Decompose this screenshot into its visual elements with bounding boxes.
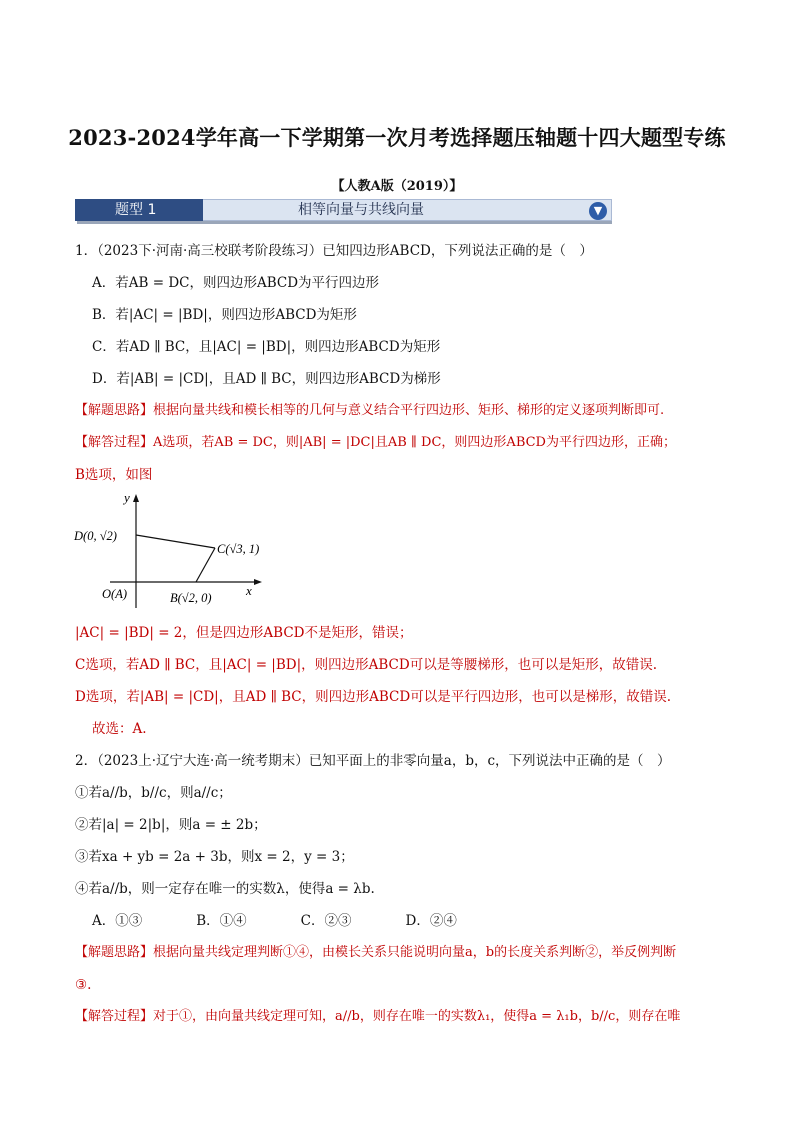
q2-statement-3: ③若xa + yb = 2a + 3b，则x = 2，y = 3； — [75, 849, 354, 865]
q1-solution-c: C选项，若AD ∥ BC，且|AC| = |BD|，则四边形ABCD可以是等腰梯形，也可以是矩形，故错误. — [75, 657, 657, 673]
q2-statement-2: ②若|a| = 2|b|，则a = ± 2b； — [75, 817, 267, 833]
q2-solution-idea-cont: ③. — [75, 977, 92, 993]
section-banner — [75, 199, 612, 225]
question-2-stem: 2．（2023上·辽宁大连·高一统考期末）已知平面上的非零向量a，b，c，下列说法中正确的是（ ） — [75, 753, 671, 769]
q1-stem-text: 1．（2023下·河南·高三校联考阶段练习）已知四边形ABCD，下列说法正确的是（ ） — [75, 243, 593, 259]
banner-topic-text: 相等向量与共线向量 — [298, 202, 424, 218]
quadrilateral-figure — [70, 490, 300, 610]
x-axis-arrow — [254, 579, 262, 585]
x-axis-label: x — [246, 583, 252, 598]
origin-label: O(A) — [102, 587, 127, 601]
page-title: 2023-2024学年高一下学期第一次月考选择题压轴题十四大题型专练 — [68, 125, 726, 150]
question-1-stem — [75, 242, 593, 260]
y-axis-arrow — [133, 494, 139, 502]
segment-cb — [196, 548, 215, 582]
q1-option-a: A．若AB = DC，则四边形ABCD为平行四边形 — [92, 275, 380, 291]
point-c-label: C(√3, 1) — [217, 542, 260, 556]
q1-solution-idea: 【解题思路】根据向量共线和模长相等的几何与意义结合平行四边形、矩形、梯形的定义逐项判断即可. — [75, 403, 665, 418]
banner-shadow — [77, 221, 612, 224]
q1-solution-b-intro: B选项，如图 — [75, 467, 153, 483]
q2-statement-4: ④若a//b，则一定存在唯一的实数λ，使得a = λb. — [75, 881, 375, 897]
q1-solution-a: 【解答过程】A选项，若AB = DC，则|AB| = |DC|且AB ∥ DC，则四边形ABCD为平行四边形，正确； — [75, 435, 676, 450]
chevron-down-icon[interactable]: ▼ — [589, 202, 607, 220]
q1-answer: 故选：A. — [92, 721, 147, 737]
q1-solution-b: |AC| = |BD| = 2，但是四边形ABCD不是矩形，错误； — [75, 625, 413, 641]
q2-statement-1: ①若a//b，b//c，则a//c； — [75, 785, 232, 801]
q1-option-c: C．若AD ∥ BC，且|AC| = |BD|，则四边形ABCD为矩形 — [92, 339, 441, 355]
q2-options: A．①③ B．①④ C．②③ D．②④ — [92, 913, 457, 929]
point-b-label: B(√2, 0) — [170, 591, 212, 605]
segment-dc — [136, 535, 215, 548]
y-axis-label: y — [124, 490, 130, 505]
banner-label: 题型 1 — [75, 199, 203, 221]
q1-solution-d: D选项，若|AB| = |CD|，且AD ∥ BC，则四边形ABCD可以是平行四边形，也可以是梯形，故错误. — [75, 689, 671, 705]
q2-solution-idea: 【解题思路】根据向量共线定理判断①④，由模长关系只能说明向量a，b的长度关系判断②，举反例判断 — [75, 945, 677, 960]
q2-solution-process: 【解答过程】对于①，由向量共线定理可知，a//b，则存在唯一的实数λ₁，使得a = λ₁b，b//c，则存在唯 — [75, 1009, 681, 1024]
q1-option-d: D．若|AB| = |CD|，且AD ∥ BC，则四边形ABCD为梯形 — [92, 371, 441, 387]
banner-topic — [197, 199, 612, 221]
q1-option-b: B．若|AC| = |BD|，则四边形ABCD为矩形 — [92, 307, 357, 323]
point-d-label: D(0, √2) — [74, 529, 117, 543]
edition-subtitle: 【人教A版（2019）】 — [331, 179, 463, 194]
